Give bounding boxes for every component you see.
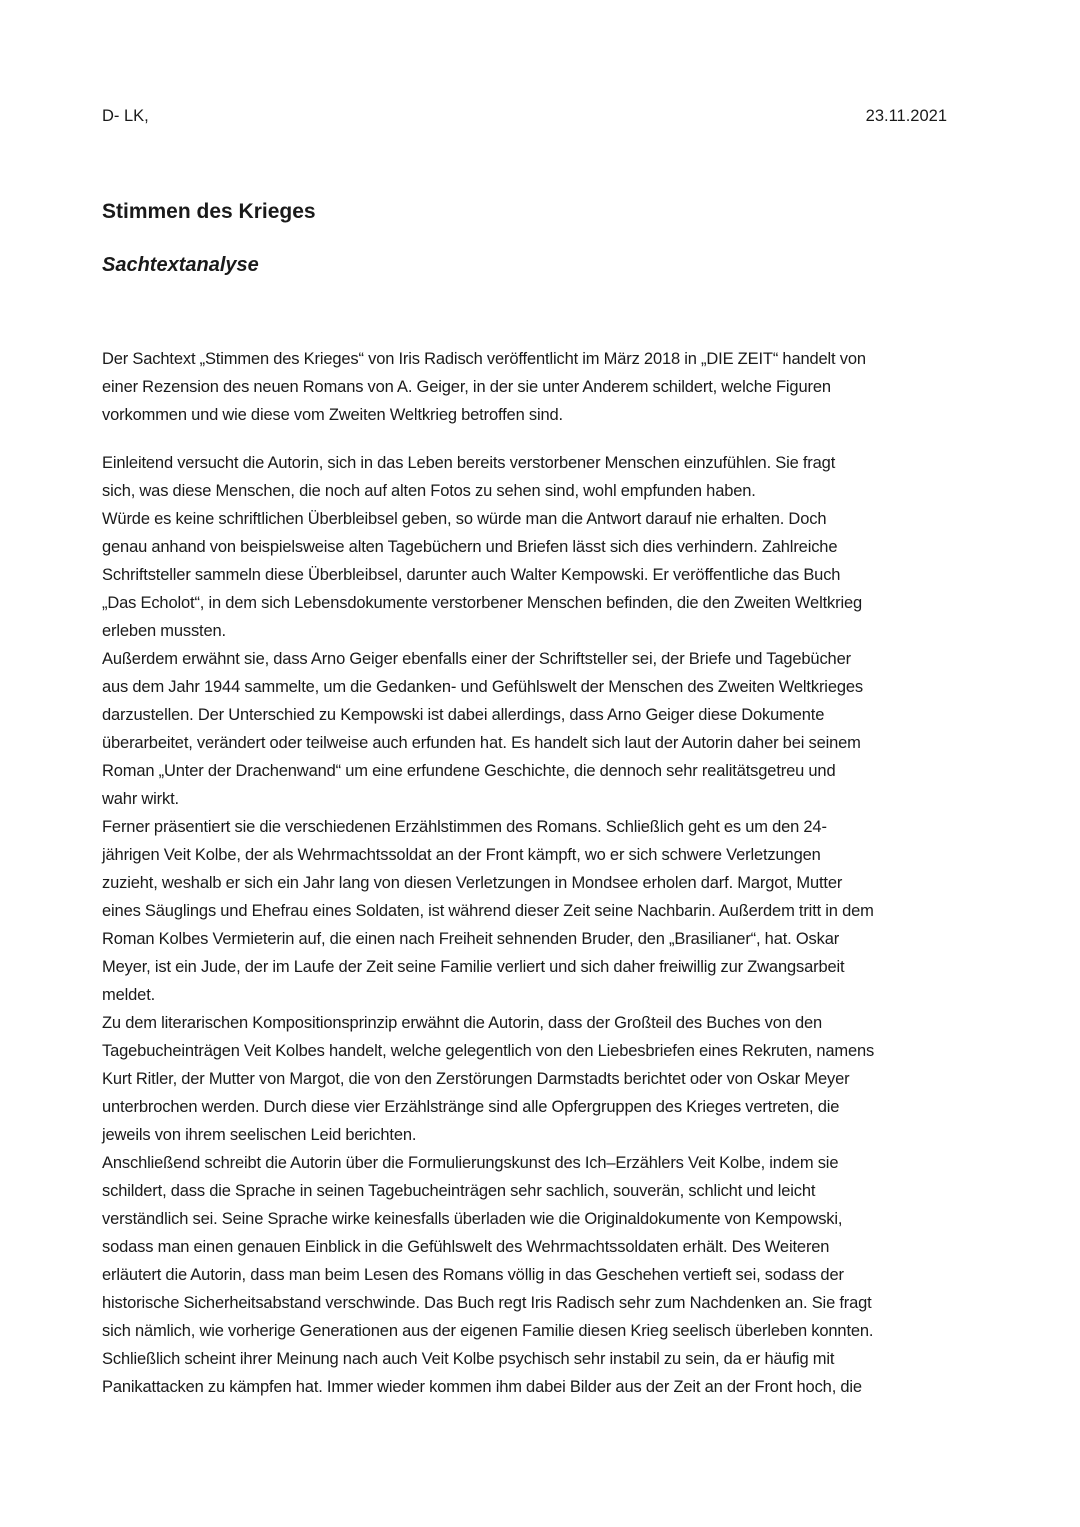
document-subtitle: Sachtextanalyse xyxy=(102,254,259,276)
body-paragraph xyxy=(102,449,978,505)
text-line: sich nämlich, wie vorherige Generationen aus der eigenen Familie diesen Krieg seelisch überleben konnten. xyxy=(102,1322,874,1340)
body-paragraph xyxy=(102,645,978,813)
text-line: Roman „Unter der Drachenwand“ um eine erfundene Geschichte, die dennoch sehr realitätsgetreu und xyxy=(102,762,836,780)
text-line: Würde es keine schriftlichen Überbleibsel geben, so würde man die Antwort darauf nie erhalten. Doch xyxy=(102,510,827,528)
text-line: Tagebucheinträgen Veit Kolbes handelt, welche gelegentlich von den Liebesbriefen eines Rekruten, namens xyxy=(102,1042,875,1060)
text-line: meldet. xyxy=(102,986,156,1004)
text-line: Ferner präsentiert sie die verschiedenen Erzählstimmen des Romans. Schließlich geht es um den 24- xyxy=(102,818,827,836)
document-date: 23.11.2021 xyxy=(865,107,947,125)
document-body xyxy=(102,345,978,1401)
text-line: Panikattacken zu kämpfen hat. Immer wieder kommen ihm dabei Bilder aus der Zeit an der Front hoch, die xyxy=(102,1378,862,1396)
text-line: zuzieht, weshalb er sich ein Jahr lang von diesen Verletzungen in Mondsee erholen darf. Margot, Mutter xyxy=(102,874,843,892)
text-line: Roman Kolbes Vermieterin auf, die einen nach Freiheit sehnenden Bruder, den „Brasilianer“, hat. Oskar xyxy=(102,930,840,948)
text-line: jährigen Veit Kolbe, der als Wehrmachtssoldat an der Front kämpft, wo er sich schwere Verletzungen xyxy=(102,846,821,864)
text-line: erläutert die Autorin, dass man beim Lesen des Romans völlig in das Geschehen vertieft sei, sodass der xyxy=(102,1266,844,1284)
text-line: sodass man einen genauen Einblick in die Gefühlswelt des Wehrmachtssoldaten erhält. Des Weiteren xyxy=(102,1238,830,1256)
text-line: Einleitend versucht die Autorin, sich in das Leben bereits verstorbener Menschen einzufühlen. Sie fragt xyxy=(102,454,836,472)
text-line: Schließlich scheint ihrer Meinung nach auch Veit Kolbe psychisch sehr instabil zu sein, da er häufig mit xyxy=(102,1350,835,1368)
body-paragraph xyxy=(102,1009,978,1149)
text-line: schildert, dass die Sprache in seinen Tagebucheinträgen sehr sachlich, souverän, schlicht und leicht xyxy=(102,1182,816,1200)
text-line: Anschließend schreibt die Autorin über die Formulierungskunst des Ich–Erzählers Veit Kolbe, indem sie xyxy=(102,1154,839,1172)
document-title: Stimmen des Krieges xyxy=(102,200,316,223)
document-header xyxy=(102,104,947,128)
text-line: Zu dem literarischen Kompositionsprinzip erwähnt die Autorin, dass der Großteil des Buches von den xyxy=(102,1014,823,1032)
text-line: verständlich sei. Seine Sprache wirke keinesfalls überladen wie die Originaldokumente von Kempowski, xyxy=(102,1210,843,1228)
text-line: wahr wirkt. xyxy=(102,790,179,808)
text-line: aus dem Jahr 1944 sammelte, um die Gedanken- und Gefühlswelt der Menschen des Zweiten Weltkrieges xyxy=(102,678,863,696)
text-line: Kurt Ritler, der Mutter von Margot, die von den Zerstörungen Darmstadts berichtet oder von Oskar Meyer xyxy=(102,1070,850,1088)
text-line: einer Rezension des neuen Romans von A. Geiger, in der sie unter Anderem schildert, welche Figuren xyxy=(102,378,831,396)
text-line: genau anhand von beispielsweise alten Tagebüchern und Briefen lässt sich dies verhindern. Zahlreiche xyxy=(102,538,838,556)
body-paragraph xyxy=(102,813,978,1009)
text-line: überarbeitet, verändert oder teilweise auch erfunden hat. Es handelt sich laut der Autorin daher bei seinem xyxy=(102,734,861,752)
text-line: unterbrochen werden. Durch diese vier Erzählstränge sind alle Opfergruppen des Krieges vertreten, die xyxy=(102,1098,840,1116)
text-line: Schriftsteller sammeln diese Überbleibsel, darunter auch Walter Kempowski. Er veröffentliche das Buch xyxy=(102,566,841,584)
text-line: Meyer, ist ein Jude, der im Laufe der Zeit seine Familie verliert und sich daher freiwillig zur Zwangsarbeit xyxy=(102,958,845,976)
body-paragraph xyxy=(102,1149,978,1401)
body-paragraph xyxy=(102,345,978,429)
text-line: Außerdem erwähnt sie, dass Arno Geiger ebenfalls einer der Schriftsteller sei, der Briefe und Tagebücher xyxy=(102,650,851,668)
text-line: historische Sicherheitsabstand verschwinde. Das Buch regt Iris Radisch sehr zum Nachdenken an. Sie fragt xyxy=(102,1294,872,1312)
text-line: Der Sachtext „Stimmen des Krieges“ von Iris Radisch veröffentlicht im März 2018 in „DIE ZEIT“ handelt von xyxy=(102,350,866,368)
text-line: jeweils von ihrem seelischen Leid berichten. xyxy=(102,1126,417,1144)
text-line: „Das Echolot“, in dem sich Lebensdokumente verstorbener Menschen befinden, die den Zweiten Weltkrieg xyxy=(102,594,863,612)
text-line: sich, was diese Menschen, die noch auf alten Fotos zu sehen sind, wohl empfunden haben. xyxy=(102,482,756,500)
course-label: D- LK, xyxy=(102,107,149,125)
text-line: vorkommen und wie diese vom Zweiten Weltkrieg betroffen sind. xyxy=(102,406,563,424)
text-line: eines Säuglings und Ehefrau eines Soldaten, ist während dieser Zeit seine Nachbarin. Außerdem tritt in dem xyxy=(102,902,874,920)
body-paragraph xyxy=(102,505,978,645)
text-line: darzustellen. Der Unterschied zu Kempowski ist dabei allerdings, dass Arno Geiger diese Dokumente xyxy=(102,706,825,724)
text-line: erleben mussten. xyxy=(102,622,226,640)
